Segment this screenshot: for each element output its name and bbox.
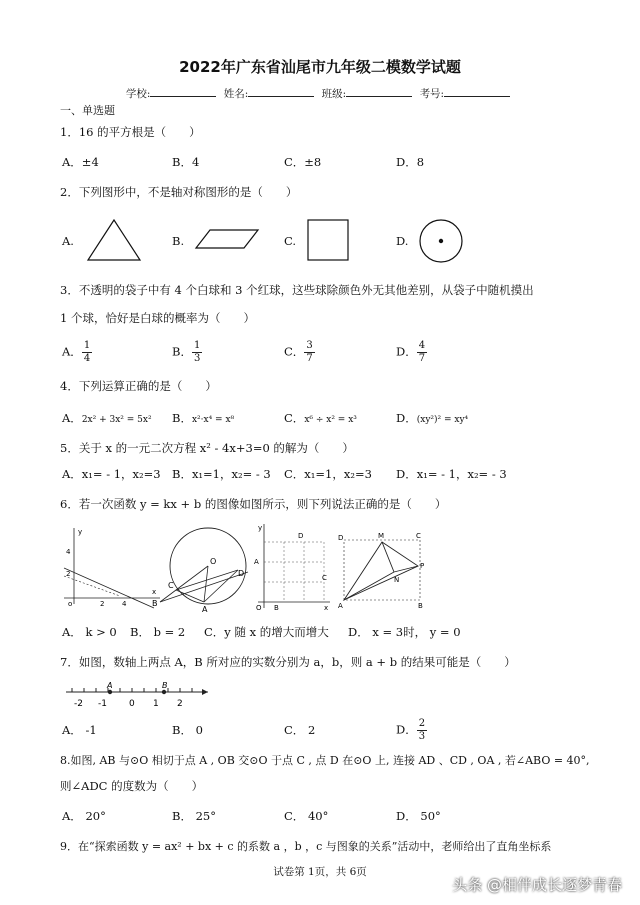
name-blank [248,86,314,97]
svg-text:A: A [254,558,259,566]
number-label: 考号: [419,88,445,100]
school-label: 学校: [125,88,151,100]
svg-text:4: 4 [66,548,71,556]
svg-text:B: B [152,599,158,608]
svg-text:x: x [324,604,329,612]
q7-option-c: C． 2 [284,723,316,737]
class-label: 班级: [321,88,347,100]
q6-rectangle-diagram [336,528,430,608]
square-shape [306,218,350,262]
name-label: 姓名: [223,88,249,100]
q5-option-b: B．x₁=1，x₂= - 3 [172,467,271,481]
svg-text:A: A [338,602,343,608]
q2-stem: 2．下列图形中，不是轴对称图形的是（ ） [60,185,298,199]
q8-option-c: C． 40° [284,809,329,823]
svg-text:B: B [418,602,423,608]
g1-origin: o [68,600,73,608]
svg-text:O: O [210,557,217,566]
q3-stem-line2: 1 个球，恰好是白球的概率为（ ） [60,311,255,325]
svg-text:B: B [274,604,279,612]
school-blank [150,86,216,97]
svg-text:1: 1 [153,699,159,709]
q4-stem: 4．下列运算正确的是（ ） [60,379,217,393]
q6-grid-diagram [252,520,332,614]
q1-option-c: C．±8 [284,155,322,169]
q6-option-c: C．y 随 x 的增大而增大 [204,625,329,639]
q5-option-d: D．x₁= - 1，x₂= - 3 [396,467,507,481]
q4-option-b: B．x²·x⁴ = x⁸ [172,411,235,425]
q9-stem: 9．在“探索函数 y = ax² + bx + c 的系数 a ，b ，c 与图象的关系”活动中，老师给出了直角坐标系 [60,840,552,853]
svg-text:C: C [416,532,421,540]
svg-text:M: M [378,532,385,540]
q8-option-a: A． 20° [62,809,106,823]
circle-with-center-shape [418,218,464,264]
q8-stem-line1: 8.如图, AB 与⊙O 相切于点 A , OB 交⊙O 于点 C , 点 D 在⊙O 上, 连接 AD 、CD , OA , 若∠ABO = 40°, [60,754,590,767]
q4-option-c: C．x⁶ ÷ x² = x³ [284,411,357,425]
page-footer: 试卷第 1页，共 6页 [273,866,367,878]
q2-option-b: B. [172,234,185,248]
q7-option-b: B． 0 [172,723,203,737]
svg-text:O: O [256,604,262,612]
svg-text:P: P [420,562,425,570]
watermark: 头条 @相伴成长逐梦青春 [452,876,622,894]
number-blank [444,86,510,97]
q3-option-a: A． $\frac{1}{4}$ [62,340,91,364]
svg-text:D: D [338,534,344,542]
svg-text:2: 2 [66,570,71,578]
q3-option-d: D． $\frac{4}{7}$ [396,340,426,364]
svg-text:2: 2 [100,600,105,608]
svg-text:D: D [238,569,245,578]
q1-option-d: D．8 [396,155,425,169]
svg-text:2: 2 [177,699,183,709]
section-heading: 一、单选题 [60,104,115,117]
q6-circle-diagram [150,524,254,614]
q2-option-a: A. [62,234,74,248]
svg-text:0: 0 [129,699,135,709]
q2-option-c: C. [284,234,297,248]
q8-option-b: B． 25° [172,809,216,823]
q5-option-c: C．x₁=1，x₂=3 [284,467,372,481]
q1-option-b: B．4 [172,155,200,169]
svg-text:A: A [107,681,113,690]
q1-stem: 1．16 的平方根是（ ） [60,125,201,139]
class-blank [346,86,412,97]
q6-option-d: D． x = 3时， y = 0 [348,625,461,639]
q3-option-c: C． $\frac{3}{7}$ [284,340,313,364]
q5-option-a: A．x₁= - 1，x₂=3 [62,467,161,481]
q7-option-d: D． $\frac{2}{3}$ [396,718,426,742]
svg-text:C: C [168,581,174,590]
q6-option-b: B． b = 2 [130,625,186,639]
q5-stem: 5．关于 x 的一元二次方程 x² - 4x+3=0 的解为（ ） [60,441,354,455]
q7-stem: 7．如图，数轴上两点 A，B 所对应的实数分别为 a，b，则 a + b 的结果可能是（ ） [60,655,516,669]
triangle-shape [86,218,142,262]
q2-option-d: D. [396,234,409,248]
q6-stem: 6．若一次函数 y = kx + b 的图像如图所示，则下列说法正确的是（ ） [60,497,447,511]
q4-option-d: D．(xy²)² = xy⁴ [396,411,469,425]
g1-y-label: y [78,528,83,536]
q8-option-d: D． 50° [396,809,441,823]
student-info-line [0,86,640,101]
svg-text:-1: -1 [98,699,107,709]
q6-option-a: A． k > 0 [62,625,117,639]
svg-text:C: C [322,574,327,582]
parallelogram-shape [194,228,260,250]
svg-text:4: 4 [122,600,127,608]
g1-x-label: x [152,588,157,596]
q7-number-line [62,680,212,712]
q3-stem-line1: 3．不透明的袋子中有 4 个白球和 3 个红球，这些球除颜色外无其他差别，从袋子中随机摸出 [60,283,534,297]
svg-text:D: D [298,532,304,540]
svg-text:A: A [202,605,208,614]
q3-option-b: B． $\frac{1}{3}$ [172,340,201,364]
q4-option-a: A．2x² + 3x² = 5x² [62,411,152,425]
q1-option-a: A．±4 [62,155,99,169]
svg-text:-2: -2 [74,699,83,709]
svg-text:y: y [258,524,263,532]
q8-stem-line2: 则∠ADC 的度数为（ ） [60,779,204,793]
svg-text:B: B [162,681,168,690]
q7-option-a: A． -1 [62,723,97,737]
page-title: 2022年广东省汕尾市九年级二模数学试题 [179,58,461,76]
svg-text:N: N [394,576,400,584]
q6-line-graph [60,524,164,610]
